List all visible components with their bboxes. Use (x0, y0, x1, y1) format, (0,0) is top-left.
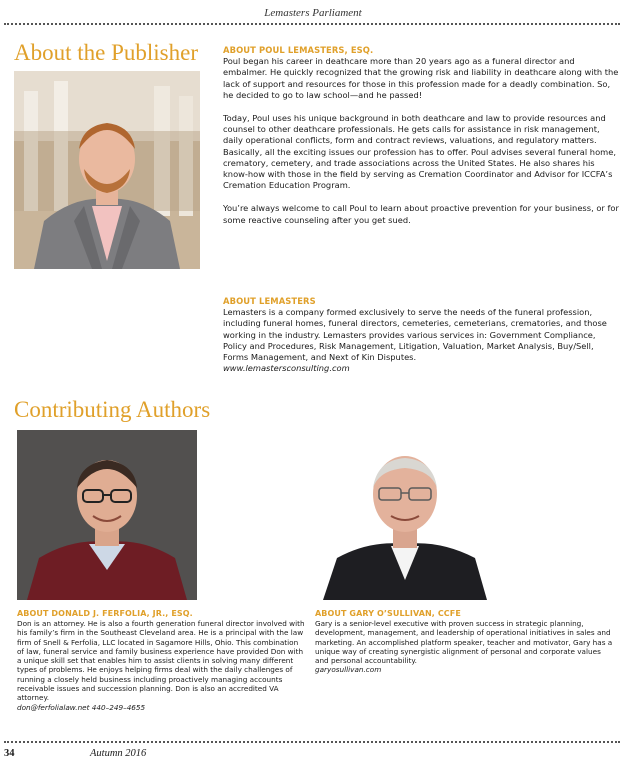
poul-bio-block (223, 45, 621, 226)
publisher-section-title: About the Publisher (14, 40, 198, 65)
poul-paragraph-1: Poul began his career in deathcare more than 20 years ago as a funeral director and embalmer. He quickly recognized that the growing risk and liability in deathcare along with the lack of support and resources for those in this profession made for a deadly combination. So, he decided to go to law school—and he passed! (223, 56, 619, 100)
gary-bio-block (315, 609, 615, 675)
running-header: Lemasters Parliament (264, 7, 362, 19)
donald-heading: ABOUT DONALD J. FERFOLIA, JR., ESQ. (17, 609, 193, 618)
gary-heading: ABOUT GARY O’SULLIVAN, CCFE (315, 609, 461, 618)
donald-bio: Don is an attorney. He is also a fourth generation funeral director involved with his family’s firm in the Southeast Cleveland area. He is a principal with the law firm of Snell & Ferfolia, LLC located in Sagamore Hills, Ohio. This combination of law, funeral service and family business experience have provided Don with a unique skill set that enables him to assist clients in solving many different types of problems. He enjoys helping firms deal with the daily challenges of running a closely held business including proactively managing accounts receivable issues and succession planning. Don is also an accredited VA attorney. (17, 619, 305, 703)
page-number: 34 (4, 748, 15, 759)
poul-heading: ABOUT POUL LEMASTERS, ESQ. (223, 45, 374, 55)
lemasters-website-link[interactable]: www.lemastersconsulting.com (223, 363, 350, 374)
gary-website-link[interactable]: garyosullivan.com (315, 665, 382, 675)
donald-ferfolia-photo (17, 430, 197, 600)
lemasters-block (223, 296, 621, 374)
lemasters-heading: ABOUT LEMASTERS (223, 296, 316, 306)
lemasters-paragraph: Lemasters is a company formed exclusively to serve the needs of the funeral profession, including funeral homes, funeral directors, cemeteries, cemeterians, crematories, and those working in the industry. Lemasters provides various services in: Government Compliance, Policy and Procedures, Risk Management, Litigation, Valuation, Market Analysis, Buy/Sell, Forms Management, and Next of Kin Disputes. (223, 307, 607, 363)
bottom-divider (4, 741, 620, 743)
donald-bio-block (17, 609, 307, 712)
gary-osullivan-photo (315, 430, 495, 600)
poul-paragraph-2: Today, Poul uses his unique background in both deathcare and law to provide resources and counsel to other deathcare professionals. He gets calls for assistance in risk management, daily operational conflicts, form and contract reviews, valuations, and regulatory matters. Basically, all the exciting issues our profession has to offer. Poul advises several funeral home, crematory, cemetery, and trade associations across the United States. He also shares his know-how with those in the field by serving as Cremation Coordinator and Advisor for ICCFA’s Cremation Education Program. (223, 113, 616, 191)
gary-bio: Gary is a senior-level executive with proven success in strategic planning, development, management, and leadership of operational initiatives in sales and marketing. An accomplished platform speaker, teacher and motivator, Gary has a unique way of creating synergistic alignment of personal and corporate values and personal accountability. (315, 619, 613, 666)
poul-paragraph-3: You’re always welcome to call Poul to learn about proactive prevention for your business, or for some reactive counseling after you get sued. (223, 203, 619, 225)
poul-lemasters-photo (14, 71, 200, 269)
authors-section-title: Contributing Authors (14, 397, 211, 422)
top-divider (4, 23, 620, 25)
donald-contact[interactable]: don@ferfolialaw.net 440–249–4655 (17, 702, 146, 712)
issue-label: Autumn 2016 (90, 748, 147, 759)
